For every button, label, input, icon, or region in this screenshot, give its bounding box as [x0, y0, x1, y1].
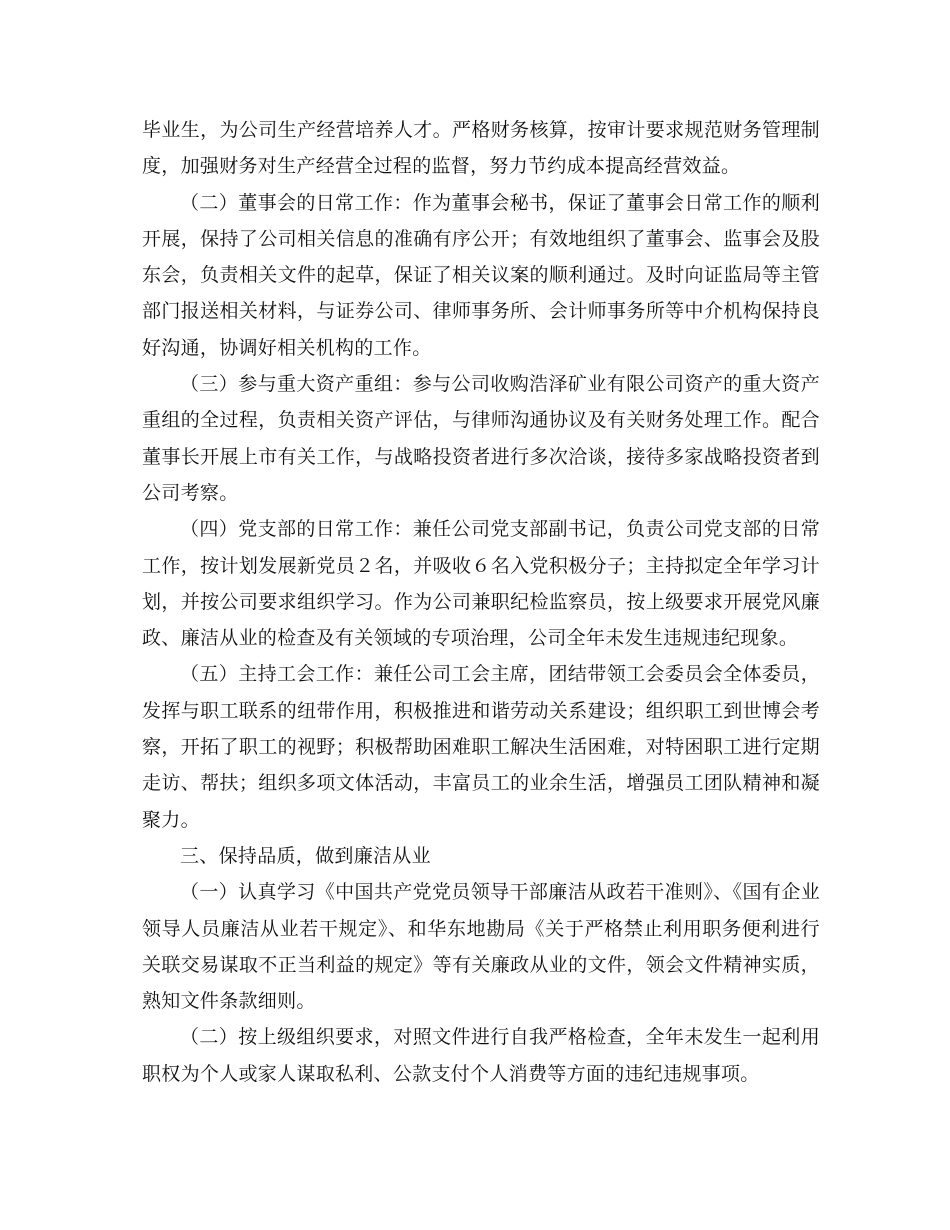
paragraph-asset-restructuring: （三）参与重大资产重组：参与公司收购浩泽矿业有限公司资产的重大资产重组的全过程，负责相关资产评估，与律师沟通协议及有关财务处理工作。配合董事长开展上市有关工作，与战略投资者进行多次洽谈，接待多家战略投资者到公司考察。 — [142, 373, 820, 504]
paragraph-study-rules: （一）认真学习《中国共产党党员领导干部廉洁从政若干准则》、《国有企业领导人员廉洁从业若干规定》、和华东地勘局《关于严格禁止利用职务便利进行关联交易谋取不正当利益的规定》等有关廉政从业的文件，领会文件精神实质，熟知文件条款细则。 — [142, 881, 820, 1013]
paragraph-self-inspection: （二）按上级组织要求，对照文件进行自我严格检查，全年未发生一起利用职权为个人或家人谋取私利、公款支付个人消费等方面的违纪违规事项。 — [142, 1026, 820, 1085]
paragraph-union-work: （五）主持工会工作：兼任公司工会主席，团结带领工会委员会全体委员，发挥与职工联系的纽带作用，积极推进和谐劳动关系建设；组织职工到世博会考察，开拓了职工的视野；积极帮助困难职工解决生活困难，对特困职工进行定期走访、帮扶；组织多项文体活动，丰富员工的业余生活，增强员工团队精神和凝聚力。 — [142, 663, 820, 831]
paragraph-party-branch: （四）党支部的日常工作：兼任公司党支部副书记，负责公司党支部的日常工作，按计划发展新党员２名，并吸收６名入党积极分子；主持拟定全年学习计划，并按公司要求组织学习。作为公司兼职纪检监察员，按上级要求开展党风廉政、廉洁从业的检查及有关领域的专项治理，公司全年未发生违规违纪现象。 — [142, 518, 820, 650]
document-body — [142, 112, 820, 1092]
paragraph-board-work: （二）董事会的日常工作：作为董事会秘书，保证了董事会日常工作的顺利开展，保持了公司相关信息的准确有序公开；有效地组织了董事会、监事会及股东会，负责相关文件的起草，保证了相关议案的顺利通过。及时向证监局等主管部门报送相关材料，与证券公司、律师事务所、会计师事务所等中介机构保持良好沟通，协调好相关机构的工作。 — [142, 191, 820, 359]
paragraph-continuation: 毕业生，为公司生产经营培养人才。严格财务核算，按审计要求规范财务管理制度，加强财务对生产经营全过程的监督，努力节约成本提高经营效益。 — [142, 119, 820, 178]
section-heading: 三、保持品质，做到廉洁从业 — [180, 844, 431, 867]
